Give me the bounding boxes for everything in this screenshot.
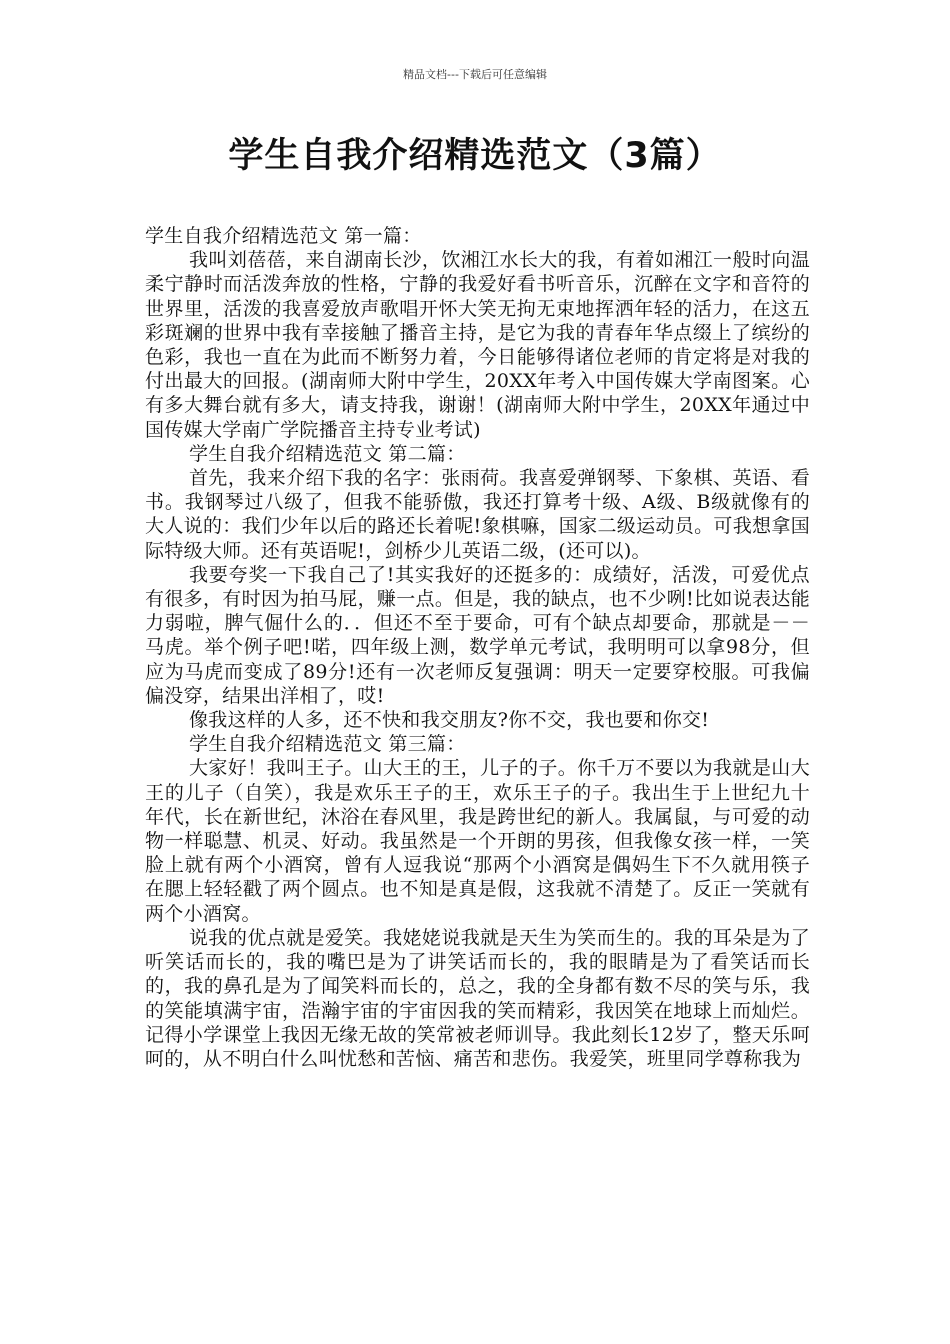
document-body xyxy=(145,224,810,1071)
paragraph-1: 我叫刘蓓蓓，来自湖南长沙，饮湘江水长大的我，有着如湘江一般时向温柔宁静时而活泼奔放的性格，宁静的我爱好看书听音乐，沉醉在文字和音符的世界里，活泼的我喜爱放声歌唱开怀大笑无拘无束地挥洒年轻的活力，在这五彩斑斓的世界中我有幸接触了播音主持，是它为我的青春年华点缀上了缤纷的色彩，我也一直在为此而不断努力着，今日能够得诸位老师的肯定将是对我的付出最大的回报。(湖南师大附中学生，20XX年考入中国传媒大学南图案。心有多大舞台就有多大，请支持我，谢谢！(湖南师大附中学生，20XX年通过中国传媒大学南广学院播音主持专业考试) xyxy=(145,249,810,441)
paragraph-4: 像我这样的人多，还不快和我交朋友?你不交，我也要和你交! xyxy=(189,709,710,732)
header-note: 精品文档---下载后可任意编辑 xyxy=(403,68,547,81)
section-heading-1: 学生自我介绍精选范文 第一篇： xyxy=(145,225,422,247)
section-heading-3: 学生自我介绍精选范文 第三篇： xyxy=(189,733,466,756)
paragraph-3: 我要夸奖一下我自己了!其实我好的还挺多的：成绩好，活泼，可爱优点有很多，有时因为拍马屁，赚一点。但是，我的缺点，也不少咧!比如说表达能力弱啦，脾气倔什么的．．但还不至于要命，可有个缺点却要命，那就是－－马虎。举个例子吧!喏，四年级上测，数学单元考试，我明明可以拿98分，但应为马虎而变成了89分!还有一次老师反复强调：明天一定要穿校服。可我偏偏没穿，结果出洋相了，哎! xyxy=(145,563,810,707)
paragraph-5: 大家好！我叫王子。山大王的王，儿子的子。你千万不要以为我就是山大王的儿子（自笑），我是欢乐王子的王，欢乐王子的子。我出生于上世纪九十年代，长在新世纪，沐浴在春风里，我是跨世纪的新人。我属鼠，与可爱的动物一样聪慧、机灵、好动。我虽然是一个开朗的男孩，但我像女孩一样，一笑脸上就有两个小酒窝，曾有人逗我说“那两个小酒窝是偶妈生下不久就用筷子在腮上轻轻戳了两个圆点。也不知是真是假，这我就不清楚了。反正一笑就有两个小酒窝。 xyxy=(145,757,810,925)
section-heading-2: 学生自我介绍精选范文 第二篇： xyxy=(189,442,466,465)
paragraph-6: 说我的优点就是爱笑。我姥姥说我就是天生为笑而生的。我的耳朵是为了听笑话而长的，我的嘴巴是为了讲笑话而长的，我的眼睛是为了看笑话而长的，我的鼻孔是为了闻笑料而长的，总之，我的全身都有数不尽的笑与乐，我的笑能填满宇宙，浩瀚宇宙的宇宙因我的笑而精彩，我因笑在地球上而灿烂。记得小学课堂上我因无缘无故的笑常被老师训导。我此刻长12岁了，整天乐呵呵的，从不明白什么叫忧愁和苦恼、痛苦和悲伤。我爱笑，班里同学尊称我为 xyxy=(145,926,810,1070)
paragraph-2: 首先，我来介绍下我的名字：张雨荷。我喜爱弹钢琴、下象棋、英语、看书。我钢琴过八级了，但我不能骄傲，我还打算考十级、A级、B级就像有的大人说的：我们少年以后的路还长着呢!象棋嘛，国家二级运动员。可我想拿国际特级大师。还有英语呢!，剑桥少儿英语二级，(还可以)。 xyxy=(145,467,810,562)
document-title: 学生自我介绍精选范文（3篇） xyxy=(228,136,722,176)
